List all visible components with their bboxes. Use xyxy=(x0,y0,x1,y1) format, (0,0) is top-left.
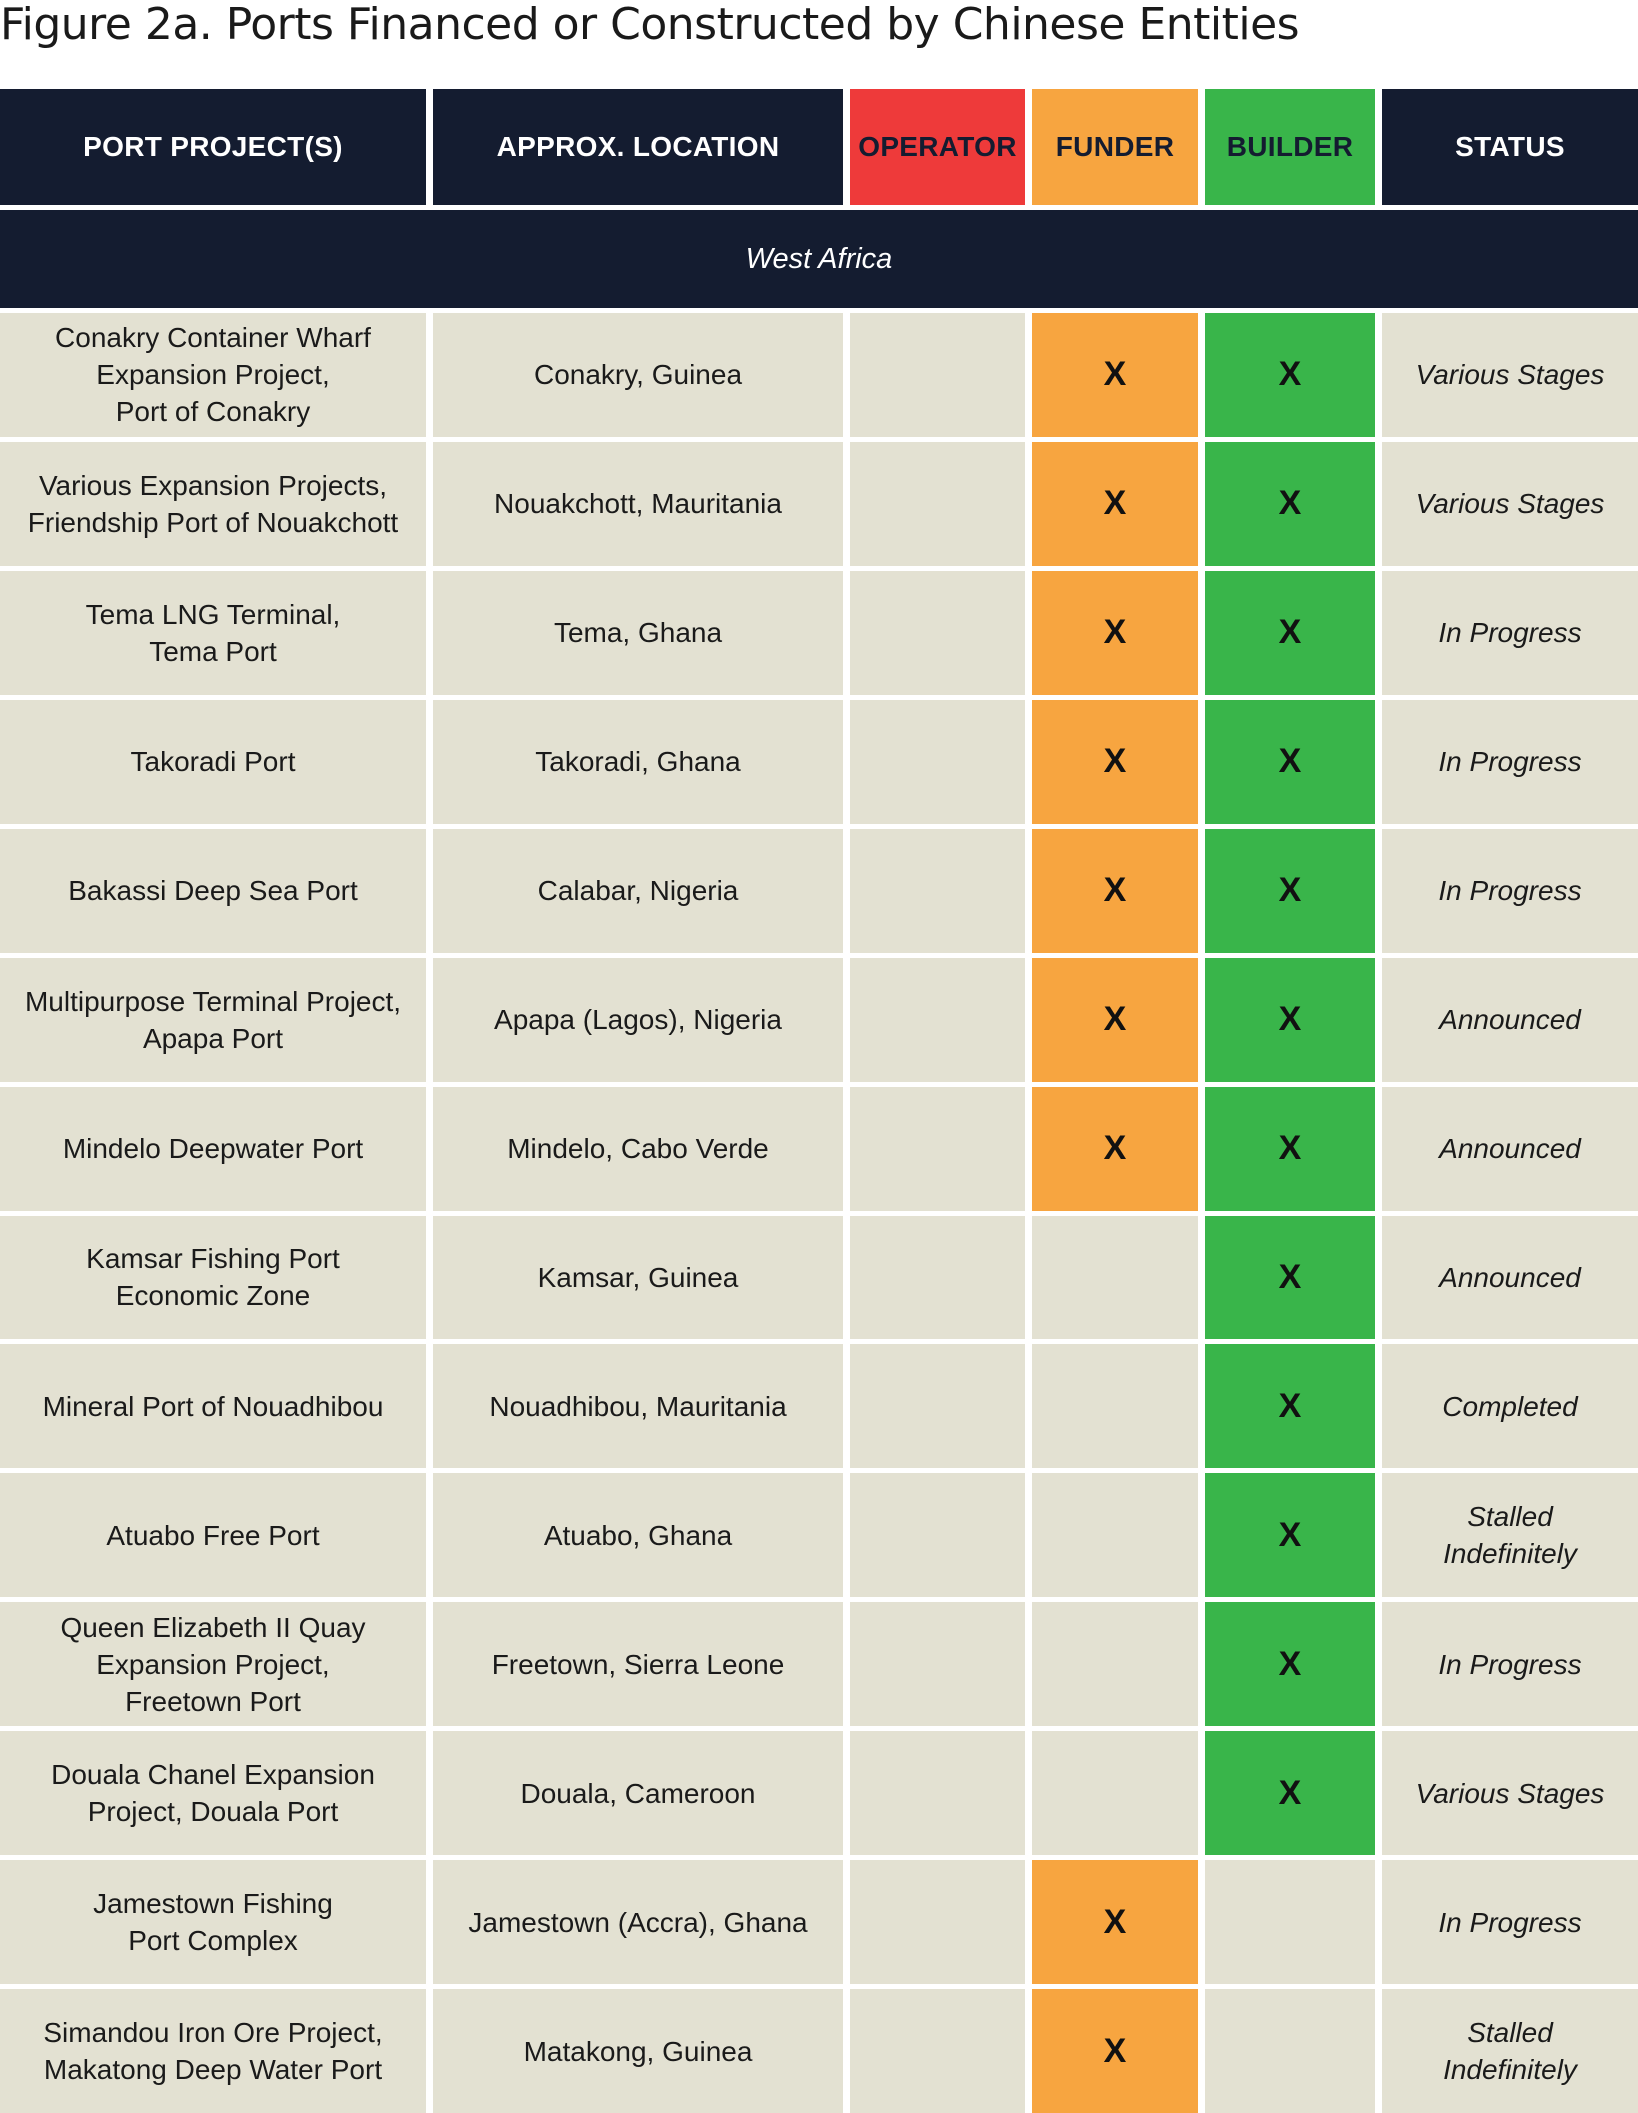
header-operator: OPERATOR xyxy=(850,89,1025,205)
funder-cell: X xyxy=(1032,1087,1198,1211)
operator-cell xyxy=(850,1731,1025,1855)
operator-cell xyxy=(850,313,1025,437)
status-cell: In Progress xyxy=(1382,571,1638,695)
location-cell: Calabar, Nigeria xyxy=(433,829,843,953)
funder-cell xyxy=(1032,1602,1198,1726)
builder-cell xyxy=(1205,1989,1375,2113)
port-project-cell: Takoradi Port xyxy=(0,700,426,824)
builder-cell: X xyxy=(1205,1216,1375,1340)
status-cell: Various Stages xyxy=(1382,1731,1638,1855)
operator-cell xyxy=(850,442,1025,566)
location-cell: Apapa (Lagos), Nigeria xyxy=(433,958,843,1082)
builder-cell: X xyxy=(1205,313,1375,437)
operator-cell xyxy=(850,1216,1025,1340)
funder-cell: X xyxy=(1032,700,1198,824)
funder-cell: X xyxy=(1032,1989,1198,2113)
port-project-cell: Douala Chanel Expansion Project, Douala Port xyxy=(0,1731,426,1855)
location-cell: Tema, Ghana xyxy=(433,571,843,695)
funder-cell: X xyxy=(1032,313,1198,437)
status-cell: Various Stages xyxy=(1382,442,1638,566)
location-cell: Nouadhibou, Mauritania xyxy=(433,1344,843,1468)
status-cell: Various Stages xyxy=(1382,313,1638,437)
operator-cell xyxy=(850,1860,1025,1984)
builder-cell xyxy=(1205,1860,1375,1984)
operator-cell xyxy=(850,571,1025,695)
figure-title: Figure 2a. Ports Financed or Constructed by Chinese Entities xyxy=(0,0,1300,50)
status-cell: Announced xyxy=(1382,1087,1638,1211)
port-project-cell: Atuabo Free Port xyxy=(0,1473,426,1597)
builder-cell: X xyxy=(1205,829,1375,953)
header-status: STATUS xyxy=(1382,89,1638,205)
location-cell: Mindelo, Cabo Verde xyxy=(433,1087,843,1211)
port-project-cell: Kamsar Fishing Port Economic Zone xyxy=(0,1216,426,1340)
ports-table xyxy=(0,89,1638,2113)
region-row-west-africa: West Africa xyxy=(0,210,1638,308)
operator-cell xyxy=(850,1087,1025,1211)
header-approx-location: APPROX. LOCATION xyxy=(433,89,843,205)
status-cell: In Progress xyxy=(1382,1602,1638,1726)
location-cell: Kamsar, Guinea xyxy=(433,1216,843,1340)
builder-cell: X xyxy=(1205,1473,1375,1597)
status-cell: Announced xyxy=(1382,958,1638,1082)
builder-cell: X xyxy=(1205,958,1375,1082)
port-project-cell: Tema LNG Terminal, Tema Port xyxy=(0,571,426,695)
funder-cell xyxy=(1032,1344,1198,1468)
operator-cell xyxy=(850,958,1025,1082)
status-cell: Stalled Indefinitely xyxy=(1382,1989,1638,2113)
status-cell: Stalled Indefinitely xyxy=(1382,1473,1638,1597)
port-project-cell: Various Expansion Projects, Friendship Port of Nouakchott xyxy=(0,442,426,566)
port-project-cell: Conakry Container Wharf Expansion Project, Port of Conakry xyxy=(0,313,426,437)
status-cell: In Progress xyxy=(1382,1860,1638,1984)
operator-cell xyxy=(850,1344,1025,1468)
location-cell: Takoradi, Ghana xyxy=(433,700,843,824)
port-project-cell: Mineral Port of Nouadhibou xyxy=(0,1344,426,1468)
operator-cell xyxy=(850,700,1025,824)
header-funder: FUNDER xyxy=(1032,89,1198,205)
status-cell: In Progress xyxy=(1382,700,1638,824)
builder-cell: X xyxy=(1205,1602,1375,1726)
header-port-projects: PORT PROJECT(S) xyxy=(0,89,426,205)
funder-cell xyxy=(1032,1731,1198,1855)
port-project-cell: Simandou Iron Ore Project, Makatong Deep Water Port xyxy=(0,1989,426,2113)
funder-cell: X xyxy=(1032,571,1198,695)
location-cell: Nouakchott, Mauritania xyxy=(433,442,843,566)
location-cell: Jamestown (Accra), Ghana xyxy=(433,1860,843,1984)
operator-cell xyxy=(850,1473,1025,1597)
builder-cell: X xyxy=(1205,1344,1375,1468)
status-cell: Announced xyxy=(1382,1216,1638,1340)
builder-cell: X xyxy=(1205,700,1375,824)
location-cell: Douala, Cameroon xyxy=(433,1731,843,1855)
port-project-cell: Bakassi Deep Sea Port xyxy=(0,829,426,953)
header-builder: BUILDER xyxy=(1205,89,1375,205)
operator-cell xyxy=(850,1989,1025,2113)
funder-cell: X xyxy=(1032,829,1198,953)
location-cell: Matakong, Guinea xyxy=(433,1989,843,2113)
funder-cell: X xyxy=(1032,958,1198,1082)
builder-cell: X xyxy=(1205,571,1375,695)
builder-cell: X xyxy=(1205,442,1375,566)
location-cell: Atuabo, Ghana xyxy=(433,1473,843,1597)
status-cell: In Progress xyxy=(1382,829,1638,953)
port-project-cell: Jamestown Fishing Port Complex xyxy=(0,1860,426,1984)
operator-cell xyxy=(850,829,1025,953)
port-project-cell: Mindelo Deepwater Port xyxy=(0,1087,426,1211)
builder-cell: X xyxy=(1205,1731,1375,1855)
location-cell: Conakry, Guinea xyxy=(433,313,843,437)
funder-cell: X xyxy=(1032,1860,1198,1984)
funder-cell xyxy=(1032,1473,1198,1597)
builder-cell: X xyxy=(1205,1087,1375,1211)
operator-cell xyxy=(850,1602,1025,1726)
port-project-cell: Multipurpose Terminal Project, Apapa Port xyxy=(0,958,426,1082)
funder-cell xyxy=(1032,1216,1198,1340)
port-project-cell: Queen Elizabeth II Quay Expansion Project, Freetown Port xyxy=(0,1602,426,1726)
status-cell: Completed xyxy=(1382,1344,1638,1468)
location-cell: Freetown, Sierra Leone xyxy=(433,1602,843,1726)
funder-cell: X xyxy=(1032,442,1198,566)
